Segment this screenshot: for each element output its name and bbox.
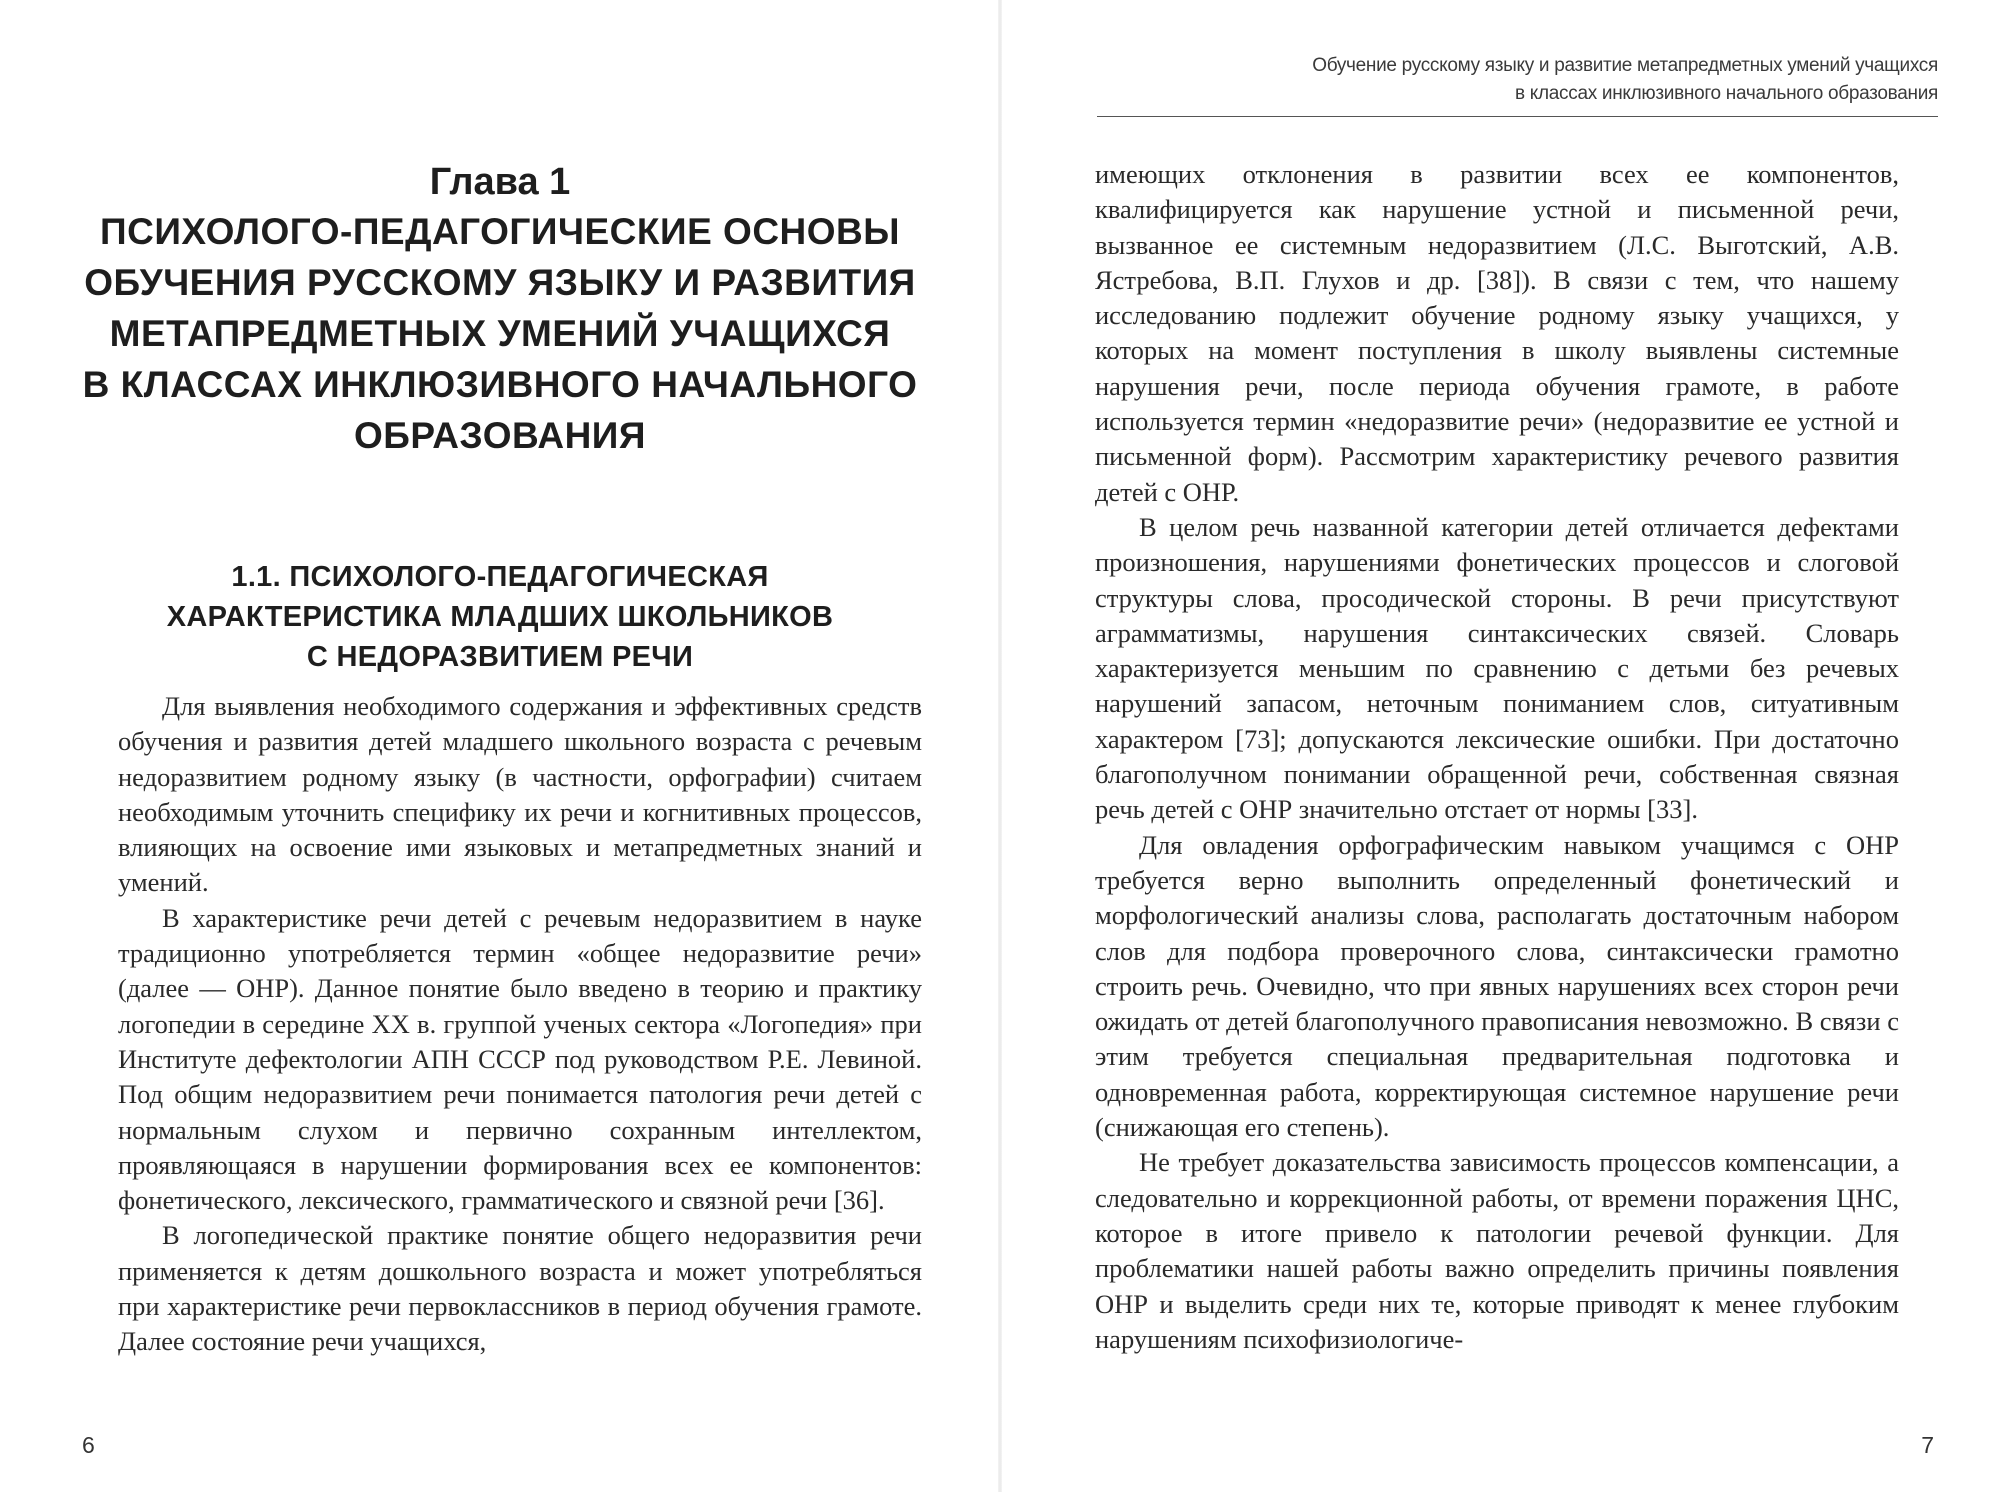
paragraph: В логопедической практике понятие общего недоразвития речи применяется к детям дошкольного возраста и может употребляться при характеристике речи первоклассников в период обучения грамоте. Далее состояние речи учащихся, bbox=[118, 1220, 922, 1357]
chapter-label: Глава 1 bbox=[429, 161, 571, 203]
running-header-line: Обучение русскому языку и развитие метапредметных умений учащихся bbox=[1312, 55, 1938, 76]
paragraph: Не требует доказательства зависимость процессов компенсации, а следовательно и коррекционной работы, от времени поражения ЦНС, которое в итоге привело к патологии речевой функции. Для проблематики нашей работы важно определить причины появления ОНР и выделить среди них те, которые приводят к менее глубоким нарушениям психофизиологиче- bbox=[1095, 1147, 1899, 1354]
left-body-text bbox=[118, 689, 922, 1360]
running-header bbox=[1138, 52, 1938, 108]
paragraph: В целом речь названной категории детей отличается дефектами произношения, нарушениями фонетических процессов и слоговой структуры слова, просодической стороны. В речи присутствуют аграмматизмы, нарушения синтаксических связей. Словарь характеризуется меньшим по сравнению с детьми без речевых нарушений запасом, неточным пониманием слов, ситуативным характером [73]; допускаются лексические ошибки. При достаточно благополучном понимании обращенной речи, собственная связная речь детей с ОНР значительно отстает от нормы [33]. bbox=[1095, 511, 1899, 825]
chapter-title bbox=[70, 206, 930, 461]
paragraph: В характеристике речи детей с речевым недоразвитием в науке традиционно употребляется термин «общее недоразвитие речи» (далее — ОНР). Данное понятие было введено в теорию и практику логопедии в середине XX в. группой ученых сектора «Логопедия» при Институте дефектологии АПН СССР под руководством Р.Е. Левиной. Под общим недоразвитием речи понимается патология речи детей с нормальным слухом и первично сохранным интеллектом, проявляющаяся в нарушении формирования всех ее компонентов: фонетического, лексического, грамматического и связной речи [36]. bbox=[118, 902, 922, 1216]
chapter-title-line: ОБУЧЕНИЯ РУССКОМУ ЯЗЫКУ И РАЗВИТИЯ bbox=[84, 262, 916, 303]
section-title-line: 1.1. ПСИХОЛОГО-ПЕДАГОГИЧЕСКАЯ bbox=[231, 561, 769, 593]
chapter-title-line: В КЛАССАХ ИНКЛЮЗИВНОГО НАЧАЛЬНОГО bbox=[82, 364, 918, 405]
right-body-text bbox=[1095, 157, 1899, 1357]
chapter-title-line: ПСИХОЛОГО-ПЕДАГОГИЧЕСКИЕ ОСНОВЫ bbox=[100, 211, 900, 252]
paragraph: Для овладения орфографическим навыком учащимся с ОНР требуется верно выполнить определенный фонетический и морфологический анализы слова, располагать достаточным набором слов для подбора проверочного слова, синтаксически грамотно строить речь. Очевидно, что при явных нарушениях всех сторон речи ожидать от детей благополучного правописания невозможно. В связи с этим требуется специальная предварительная подготовка и одновременная работа, корректирующая системное нарушение речи (снижающая его степень). bbox=[1095, 829, 1899, 1143]
section-heading bbox=[70, 557, 930, 677]
section-title-line: С НЕДОРАЗВИТИЕМ РЕЧИ bbox=[306, 641, 694, 673]
page-number-right: 7 bbox=[1921, 1432, 1934, 1458]
paragraph: Для выявления необходимого содержания и эффективных средств обучения и развития детей младшего школьного возраста с речевым недоразвитием родному языку (в частности, орфографии) считаем необходимым уточнить специфику их речи и когнитивных процессов, влияющих на освоение ими языковых и метапредметных знаний и умений. bbox=[118, 691, 922, 898]
chapter-title-line: ОБРАЗОВАНИЯ bbox=[354, 415, 646, 456]
chapter-heading bbox=[70, 158, 930, 461]
paragraph-continuation: имеющих отклонения в развитии всех ее компонентов, квалифицируется как нарушение устной и письменной речи, вызванное ее системным недоразвитием (Л.С. Выготский, А.В. Ястребова, В.П. Глухов и др. [38]). В связи с тем, что нашему исследованию подлежит обучение родному языку учащихся, у которых на момент поступления в школу выявлены системные нарушения речи, после периода обучения грамоте, в работе используется термин «недоразвитие речи» (недоразвитие ее устной и письменной форм). Рассмотрим характеристику речевого развития детей с ОНР. bbox=[1095, 159, 1899, 507]
section-title-line: ХАРАКТЕРИСТИКА МЛАДШИХ ШКОЛЬНИКОВ bbox=[166, 601, 834, 633]
page-number-left: 6 bbox=[82, 1432, 95, 1458]
header-rule bbox=[1097, 116, 1938, 117]
chapter-title-line: МЕТАПРЕДМЕТНЫХ УМЕНИЙ УЧАЩИХСЯ bbox=[109, 313, 891, 354]
running-header-line: в классах инклюзивного начального образования bbox=[1515, 83, 1938, 104]
